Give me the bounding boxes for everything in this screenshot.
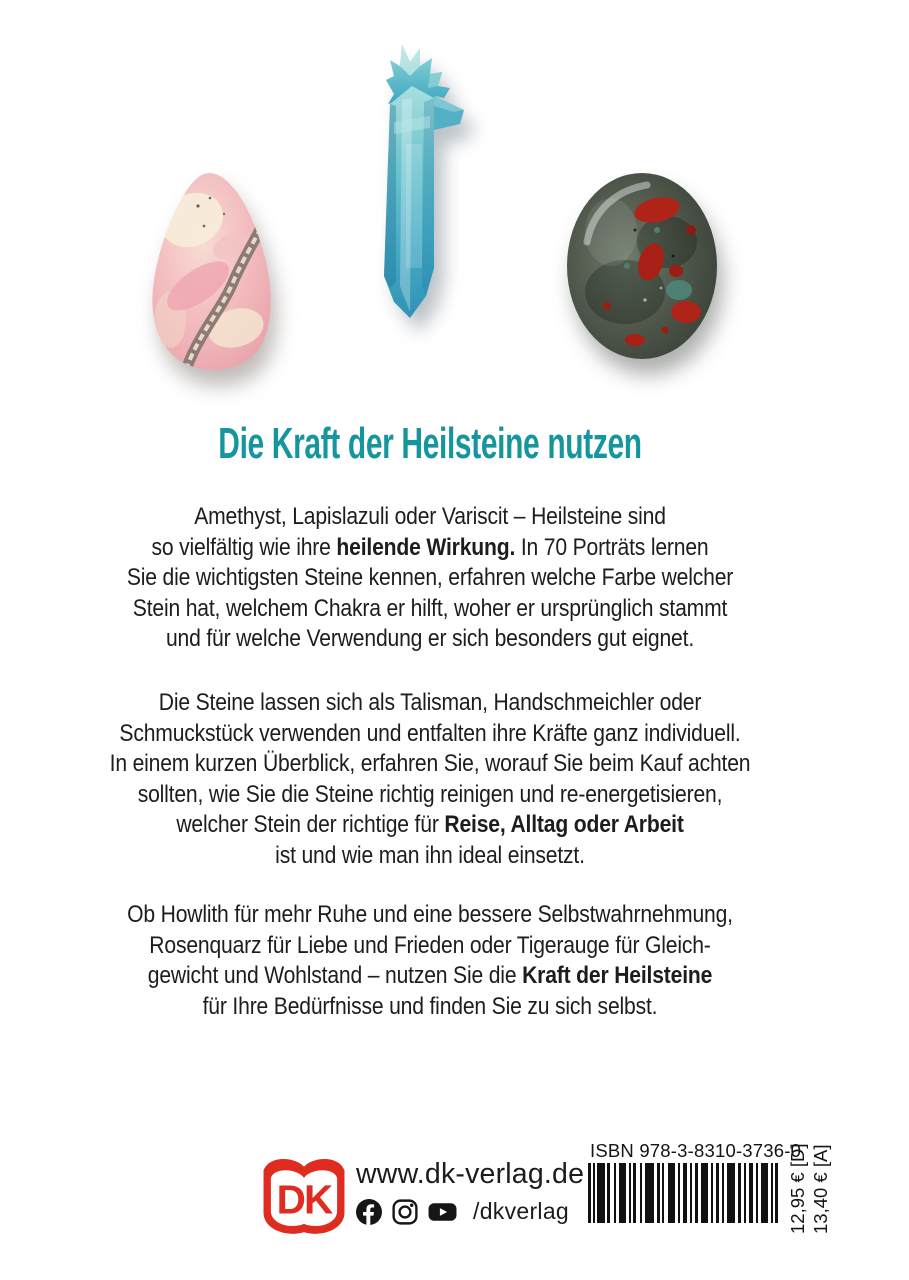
text-line: sollten, wie Sie die Steine richtig reinigen und re-energetisieren, bbox=[137, 780, 723, 808]
price-block bbox=[786, 1134, 834, 1234]
dk-logo-letters: DK bbox=[276, 1176, 332, 1223]
text-line: für Ihre Bedürfnisse und finden Sie zu sich selbst. bbox=[202, 992, 658, 1020]
rhodochrosite-stone-image bbox=[140, 168, 275, 378]
instagram-icon bbox=[392, 1199, 418, 1225]
text-line: Die Steine lassen sich als Talisman, Handschmeichler oder bbox=[158, 689, 702, 716]
text-line: Sie die wichtigsten Steine kennen, erfahren welche Farbe welcher bbox=[126, 564, 734, 592]
text-line: gewicht und Wohlstand – nutzen Sie die Kraft der Heilsteine bbox=[147, 962, 713, 990]
paragraph-intro bbox=[52, 502, 809, 655]
text-line: Rosenquarz für Liebe und Frieden oder Tigerauge für Gleich- bbox=[149, 931, 711, 959]
social-media-row bbox=[356, 1198, 569, 1225]
dk-publisher-logo bbox=[258, 1154, 350, 1244]
price-austria: 13,40 € [A] bbox=[810, 1144, 831, 1234]
facebook-icon bbox=[356, 1199, 382, 1225]
aqua-aura-crystal-image bbox=[350, 36, 470, 321]
text-line: Schmuckstück verwenden und entfalten ihre Kräfte ganz individuell. bbox=[119, 719, 741, 747]
text-line: Amethyst, Lapislazuli oder Variscit – Heilsteine sind bbox=[194, 503, 666, 530]
paragraph-usage bbox=[52, 688, 809, 872]
text-line: ist und wie man ihn ideal einsetzt. bbox=[275, 841, 585, 869]
social-handle: /dkverlag bbox=[473, 1198, 570, 1224]
publisher-website: www.dk-verlag.de bbox=[356, 1158, 585, 1190]
youtube-icon bbox=[428, 1199, 457, 1225]
paragraph-examples bbox=[52, 900, 809, 1022]
text-line: In einem kurzen Überblick, erfahren Sie, worauf Sie beim Kauf achten bbox=[109, 750, 751, 778]
isbn-number: ISBN 978-3-8310-3736-0 bbox=[590, 1140, 802, 1161]
bloodstone-stone-image bbox=[565, 170, 720, 362]
text-line: Stein hat, welchem Chakra er hilft, woher er ursprünglich stammt bbox=[132, 594, 728, 622]
page-title: Die Kraft der Heilsteine nutzen bbox=[218, 419, 642, 468]
text-line: Ob Howlith für mehr Ruhe und eine bessere Selbstwahrnehmung, bbox=[127, 901, 733, 928]
price-germany: 12,95 € [D] bbox=[787, 1143, 808, 1234]
ean-barcode bbox=[588, 1163, 781, 1228]
text-line: welcher Stein der richtige für Reise, Alltag oder Arbeit bbox=[176, 811, 684, 839]
text-line: so vielfältig wie ihre heilende Wirkung. In 70 Porträts lernen bbox=[151, 533, 709, 561]
text-line: und für welche Verwendung er sich besonders gut eignet. bbox=[165, 625, 695, 653]
